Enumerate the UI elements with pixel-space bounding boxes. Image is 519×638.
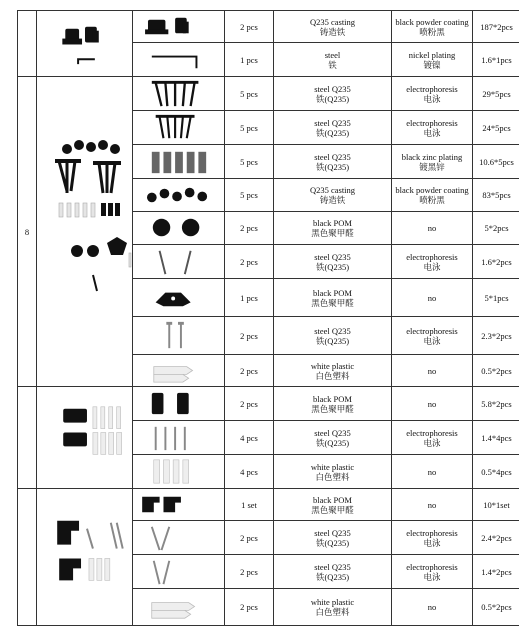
material-en: Q235 casting [309, 185, 356, 195]
material-en: white plastic [310, 360, 355, 371]
material-cn: 铁(Q235) [315, 93, 350, 104]
qty-cell: 2 pcs [225, 589, 274, 626]
finish-en: no [427, 223, 437, 233]
item-image [133, 111, 225, 145]
qty-cell: 2 pcs [225, 11, 274, 43]
group-c-overview-image [37, 387, 133, 489]
unit-cell: 0.5*2pcs [473, 589, 519, 626]
group-d-overview-image [37, 489, 133, 626]
material-cn: 黑色聚甲醛 [311, 403, 354, 414]
material-cell [274, 421, 392, 455]
finish-cell [392, 421, 473, 455]
finish-en: no [427, 602, 437, 612]
finish-cell [392, 212, 473, 245]
material-cn: 黑色聚甲醛 [311, 228, 354, 238]
unit-cell: 5*2pcs [473, 212, 519, 245]
finish-cn: 电泳 [423, 127, 441, 138]
material-en: black POM [313, 287, 352, 298]
qty-cell: 2 pcs [225, 387, 274, 421]
material-cn: 白色塑料 [315, 370, 350, 381]
qty-cell: 4 pcs [225, 455, 274, 489]
material-cn: 黑色聚甲醛 [311, 504, 354, 515]
item-image [133, 387, 225, 421]
finish-en: black powder coating [395, 185, 469, 195]
table-row [18, 77, 519, 111]
group-b-overview-image [37, 77, 133, 387]
group-number-cell [18, 11, 37, 77]
finish-cell [392, 555, 473, 589]
material-cell [274, 555, 392, 589]
unit-cell: 1.6*1pcs [473, 43, 519, 77]
finish-cell [392, 455, 473, 489]
qty-cell: 5 pcs [225, 145, 274, 179]
hardware-spec-table [17, 10, 519, 626]
finish-cn: 电泳 [423, 335, 441, 346]
qty-cell: 2 pcs [225, 521, 274, 555]
material-cn: 铁(Q235) [315, 127, 350, 138]
finish-en: electrophoresis [406, 251, 458, 262]
material-cell [274, 145, 392, 179]
item-image [133, 43, 225, 77]
finish-cell [392, 179, 473, 212]
qty-cell: 5 pcs [225, 111, 274, 145]
material-cn: 铁(Q235) [315, 571, 350, 582]
material-cn: 白色塑料 [315, 471, 350, 482]
material-en: steel Q235 [314, 427, 351, 438]
qty-cell: 2 pcs [225, 555, 274, 589]
finish-en: no [427, 292, 437, 303]
table-row [18, 11, 519, 43]
material-cell [274, 111, 392, 145]
item-image [133, 355, 225, 387]
material-en: white plastic [310, 461, 355, 472]
material-cell [274, 521, 392, 555]
material-cn: 铁(Q235) [315, 335, 350, 346]
finish-en: electrophoresis [406, 427, 458, 438]
finish-en: no [427, 499, 437, 510]
material-cell [274, 279, 392, 317]
unit-cell: 2.4*2pcs [473, 521, 519, 555]
finish-cell [392, 489, 473, 521]
finish-cell [392, 317, 473, 355]
qty-cell: 2 pcs [225, 212, 274, 245]
material-cn: 铁(Q235) [315, 161, 350, 172]
hardware-spec-sheet [17, 10, 513, 628]
qty-cell: 5 pcs [225, 77, 274, 111]
item-image [133, 145, 225, 179]
item-image [133, 279, 225, 317]
material-cn: 铁(Q235) [315, 261, 350, 272]
finish-en: no [427, 365, 437, 376]
finish-en: black powder coating [395, 16, 469, 27]
unit-cell: 0.5*2pcs [473, 355, 519, 387]
material-en: black POM [313, 218, 352, 228]
unit-cell: 1.6*2pcs [473, 245, 519, 279]
group-number-cell [18, 387, 37, 489]
material-en: white plastic [310, 597, 355, 607]
finish-cell [392, 521, 473, 555]
material-cn: 铁(Q235) [315, 437, 350, 448]
unit-cell: 1.4*2pcs [473, 555, 519, 589]
finish-cell [392, 355, 473, 387]
finish-cn: 镀镍 [423, 59, 441, 70]
material-cn: 黑色聚甲醛 [311, 297, 354, 308]
material-en: steel Q235 [314, 561, 351, 572]
item-image [133, 179, 225, 212]
finish-cell [392, 145, 473, 179]
finish-cell [392, 589, 473, 626]
finish-cell [392, 245, 473, 279]
finish-cell [392, 111, 473, 145]
qty-cell: 1 pcs [225, 43, 274, 77]
finish-cell [392, 279, 473, 317]
unit-cell: 10*1set [473, 489, 519, 521]
unit-cell: 1.4*4pcs [473, 421, 519, 455]
unit-cell: 10.6*5pcs [473, 145, 519, 179]
item-image [133, 455, 225, 489]
material-en: steel Q235 [314, 527, 351, 538]
qty-cell: 5 pcs [225, 179, 274, 212]
material-en: steel [324, 49, 341, 60]
unit-cell: 187*2pcs [473, 11, 519, 43]
finish-en: electrophoresis [406, 325, 458, 336]
item-image [133, 489, 225, 521]
finish-en: no [427, 398, 437, 409]
finish-cell [392, 43, 473, 77]
material-cn: 铸造铁 [319, 195, 346, 205]
item-image [133, 521, 225, 555]
qty-cell: 1 pcs [225, 279, 274, 317]
material-en: Q235 casting [309, 16, 356, 27]
finish-en: electrophoresis [406, 561, 458, 572]
finish-cell [392, 11, 473, 43]
material-en: steel Q235 [314, 151, 351, 162]
unit-cell: 24*5pcs [473, 111, 519, 145]
material-cell [274, 355, 392, 387]
finish-en: no [427, 466, 437, 477]
group-number-cell: 8 [18, 77, 37, 387]
finish-cn: 电泳 [423, 93, 441, 104]
item-image [133, 77, 225, 111]
finish-en: electrophoresis [406, 83, 458, 94]
material-en: steel Q235 [314, 251, 351, 262]
material-cell [274, 212, 392, 245]
material-cell [274, 455, 392, 489]
finish-cn: 喷粉黑 [419, 195, 445, 205]
finish-en: nickel plating [408, 49, 456, 60]
item-image [133, 555, 225, 589]
unit-cell: 29*5pcs [473, 77, 519, 111]
material-cn: 铸造铁 [319, 26, 346, 37]
finish-cell [392, 77, 473, 111]
table-row [18, 489, 519, 521]
material-en: steel Q235 [314, 83, 351, 94]
finish-cn: 电泳 [423, 261, 441, 272]
material-cell [274, 387, 392, 421]
material-cell [274, 77, 392, 111]
material-cell [274, 43, 392, 77]
material-cell [274, 179, 392, 212]
material-en: black POM [313, 393, 352, 404]
item-image [133, 212, 225, 245]
item-image [133, 589, 225, 626]
qty-cell: 2 pcs [225, 245, 274, 279]
unit-cell: 83*5pcs [473, 179, 519, 212]
material-cell [274, 317, 392, 355]
material-cell [274, 589, 392, 626]
material-en: steel Q235 [314, 325, 351, 336]
finish-en: black zinc plating [401, 151, 463, 162]
finish-cn: 电泳 [423, 437, 441, 448]
material-cell [274, 245, 392, 279]
unit-cell: 2.3*2pcs [473, 317, 519, 355]
unit-cell: 5*1pcs [473, 279, 519, 317]
finish-en: electrophoresis [406, 117, 458, 128]
material-cn: 铁(Q235) [315, 537, 350, 548]
unit-cell: 5.8*2pcs [473, 387, 519, 421]
qty-cell: 2 pcs [225, 355, 274, 387]
finish-cn: 喷粉黑 [419, 26, 445, 37]
group-a-overview-image [37, 11, 133, 77]
material-en: steel Q235 [314, 117, 351, 128]
unit-cell: 0.5*4pcs [473, 455, 519, 489]
finish-cn: 镀黑锌 [419, 161, 445, 172]
material-cell [274, 11, 392, 43]
material-en: black POM [313, 494, 352, 505]
group-number-cell [18, 489, 37, 626]
material-cn: 铁 [328, 59, 337, 70]
finish-cell [392, 387, 473, 421]
finish-cn: 电泳 [423, 571, 441, 582]
table-row [18, 387, 519, 421]
item-image [133, 11, 225, 43]
item-image [133, 245, 225, 279]
item-image [133, 317, 225, 355]
qty-cell: 1 set [225, 489, 274, 521]
item-image [133, 421, 225, 455]
finish-en: electrophoresis [406, 527, 458, 538]
material-cell [274, 489, 392, 521]
material-cn: 白色塑料 [315, 607, 350, 617]
qty-cell: 2 pcs [225, 317, 274, 355]
qty-cell: 4 pcs [225, 421, 274, 455]
finish-cn: 电泳 [423, 537, 441, 548]
